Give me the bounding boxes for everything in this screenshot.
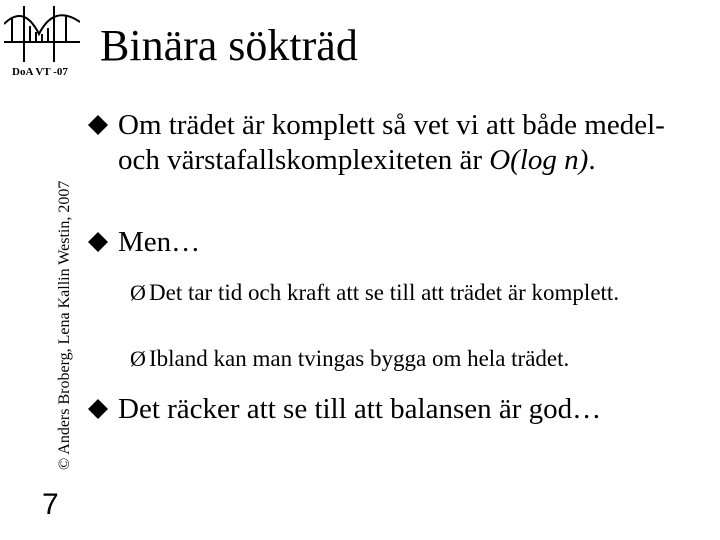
sub-bullet-item	[130, 344, 690, 374]
bullet-text	[118, 108, 688, 178]
diamond-icon	[88, 115, 108, 135]
complexity-formula: O(log n)	[489, 144, 589, 176]
bullet-text: Men…	[118, 226, 201, 258]
sub-bullet-text: Ibland kan man tvingas bygga om hela trädet.	[149, 346, 570, 371]
page-number: 7	[42, 488, 59, 521]
bullet-text-part: Om trädet är komplett så vet vi att både medel- och värstafallskomplexiteten är	[118, 109, 665, 176]
copyright-text: © Anders Broberg, Lena Kallin Westin, 2007	[56, 180, 73, 470]
arrow-icon: Ø	[130, 280, 146, 305]
bullet-text-part: .	[588, 144, 596, 176]
bridge-logo-icon	[4, 4, 80, 64]
bullet-item	[88, 392, 688, 427]
sub-bullet-item	[130, 278, 690, 308]
diamond-icon	[88, 399, 108, 419]
bullet-item	[88, 108, 688, 178]
sub-bullet-text: Det tar tid och kraft att se till att trädet är komplett.	[149, 280, 620, 305]
bullet-item	[88, 225, 688, 260]
course-label: DoA VT -07	[12, 66, 68, 78]
bullet-text: Det räcker att se till att balansen är god…	[118, 393, 602, 425]
slide-title: Binära sökträd	[100, 21, 358, 70]
arrow-icon: Ø	[130, 346, 146, 371]
diamond-icon	[88, 232, 108, 252]
